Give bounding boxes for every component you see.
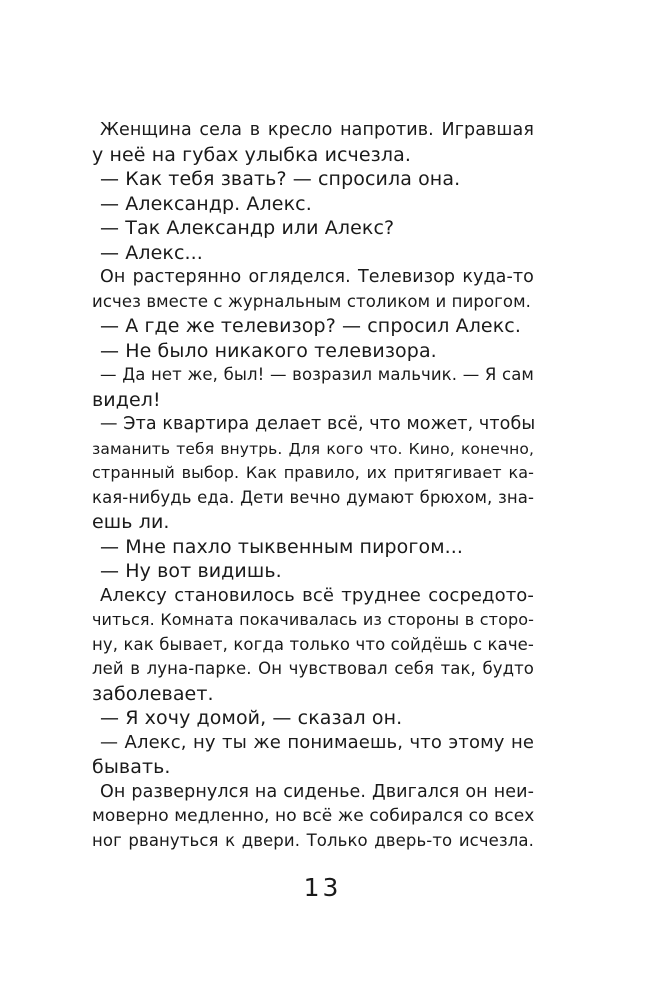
text-line: — Александр. Алекс. — [100, 192, 312, 215]
text-line: заманить тебя внутрь. Для кого что. Кино, конечно, — [92, 439, 534, 458]
text-line: — Эта квартира делает всё, что может, чтобы — [100, 414, 536, 434]
text-line: — А где же телевизор? — спросил Алекс. — [100, 315, 521, 337]
text-line: ну, как бывает, когда только что сойдёшь с каче- — [92, 634, 534, 654]
text-line: бывать. — [92, 756, 171, 778]
text-line: исчез вместе с журнальным столиком и пирогом. — [92, 291, 532, 311]
text-line: у неё на губах улыбка исчезла. — [92, 143, 412, 166]
text-line: Женщина села в кресло напротив. Игравшая — [100, 120, 534, 140]
text-line: ешь ли. — [92, 511, 170, 533]
text-line: — Я хочу домой, — сказал он. — [100, 707, 403, 729]
text-line: Алексу становилось всё труднее сосредото- — [100, 584, 534, 606]
text-line: лей в луна-парке. Он чувствовал себя так, будто — [92, 659, 534, 678]
text-line: Он растерянно огляделся. Телевизор куда-то — [100, 267, 534, 287]
text-line: читься. Комната покачивалась из стороны в сторо- — [92, 610, 534, 629]
text-line: — Мне пахло тыквенным пирогом... — [100, 535, 464, 558]
text-line: — Алекс... — [100, 241, 203, 264]
text-line: — Алекс, ну ты же понимаешь, что этому не — [100, 731, 534, 753]
text-line: Он развернулся на сиденье. Двигался он неи- — [100, 781, 534, 802]
text-line: — Как тебя звать? — спросила она. — [100, 168, 461, 190]
text-line: заболевает. — [92, 682, 214, 705]
text-line: — Не было никакого телевизора. — [100, 339, 437, 362]
page-number: 13 — [303, 873, 342, 902]
text-line: — Так Александр или Алекс? — [100, 217, 395, 239]
text-line: — Ну вот видишь. — [100, 560, 282, 582]
text-line: — Да нет же, был! — возразил мальчик. — Я сам — [100, 365, 534, 384]
text-line: видел! — [92, 388, 161, 411]
text-line: странный выбор. Как правило, их притягивает ка- — [92, 463, 534, 482]
body-text — [92, 118, 534, 853]
text-line: кая-нибудь еда. Дети вечно думают брюхом, зна- — [92, 487, 534, 507]
text-line: моверно медленно, но всё же собирался со всех — [92, 806, 535, 826]
text-line: ног рвануться к двери. Только дверь-то исчезла. — [92, 830, 534, 850]
